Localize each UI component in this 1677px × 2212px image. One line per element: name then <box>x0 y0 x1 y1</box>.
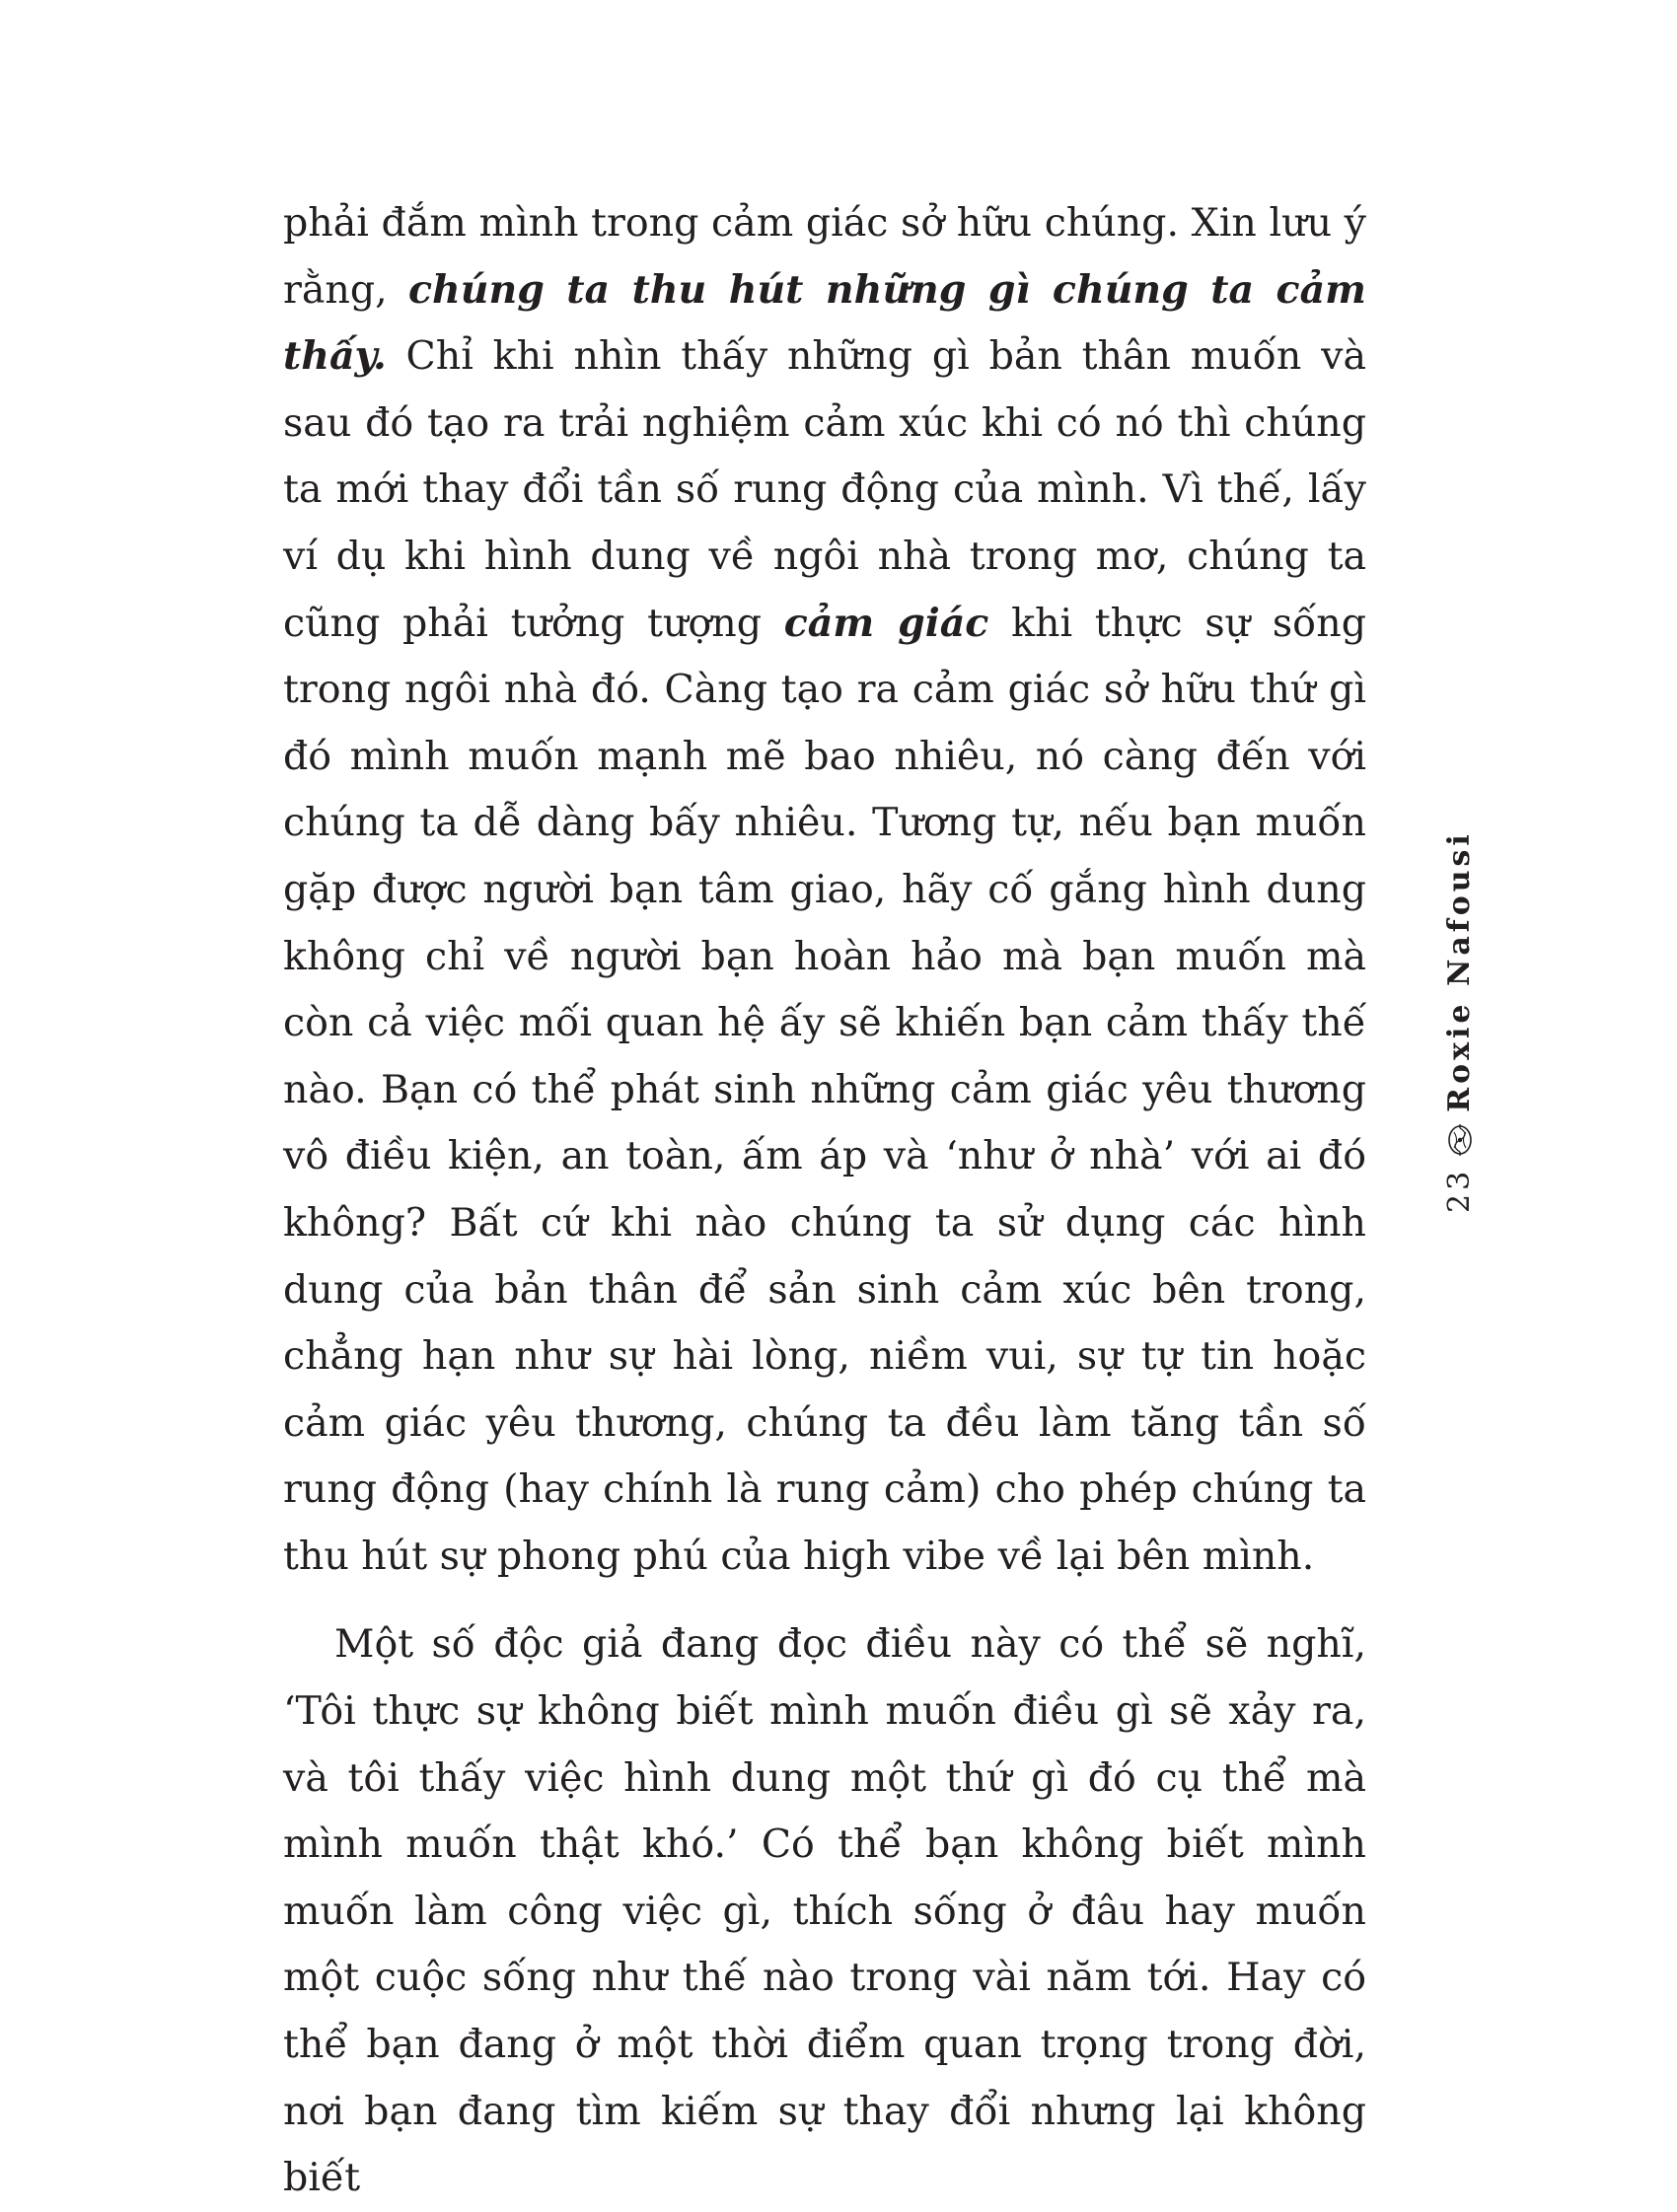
body-text <box>283 190 1366 2212</box>
paragraph-2-segment-1: Một số độc giả đang đọc điều này có thể sẽ nghĩ, ‘Tôi thực sự không biết mình muốn điều gì sẽ xảy ra, và tôi thấy việc hình dung một thứ gì đó cụ thể mà mình muốn thật khó.’ Có thể bạn không biết mình muốn làm công việc gì, thích sống ở đâu hay muốn một cuộc sống như thế nào trong vài năm tới. Hay có thể bạn đang ở một thời điểm quan trọng trong đời, nơi bạn đang tìm kiếm sự thay đổi nhưng lại không biết <box>283 1621 1366 2201</box>
paragraph-1 <box>283 190 1366 1590</box>
author-name: Roxie Nafousi <box>1442 830 1477 1112</box>
emphasis-we-attract-what-we-feel: chúng ta thu hút những gì chúng ta cảm thấy. <box>283 266 1366 380</box>
decorative-shell-icon <box>1445 1122 1475 1158</box>
page-number: 23 <box>1442 1167 1477 1213</box>
paragraph-1-segment-1: phải đắm mình trong cảm giác sở hữu chúng. Xin lưu ý rằng, <box>283 200 1366 313</box>
paragraph-2 <box>283 1611 1366 2211</box>
emphasis-feeling: cảm giác <box>783 600 989 646</box>
running-head-rotated <box>1442 830 1477 1213</box>
paragraph-1-segment-5: khi thực sự sống trong ngôi nhà đó. Càng tạo ra cảm giác sở hữu thứ gì đó mình muốn mạnh mẽ bao nhiêu, nó càng đến với chúng ta dễ dàng bấy nhiêu. Tương tự, nếu bạn muốn gặp được người bạn tâm giao, hãy cố gắng hình dung không chỉ về người bạn hoàn hảo mà bạn muốn mà còn cả việc mối quan hệ ấy sẽ khiến bạn cảm thấy thế nào. Bạn có thể phát sinh những cảm giác yêu thương vô điều kiện, an toàn, ấm áp và ‘như ở nhà’ với ai đó không? Bất cứ khi nào chúng ta sử dụng các hình dung của bản thân để sản sinh cảm xúc bên trong, chẳng hạn như sự hài lòng, niềm vui, sự tự tin hoặc cảm giác yêu thương, chúng ta đều làm tăng tần số rung động (hay chính là rung cảm) cho phép chúng ta thu hút sự phong phú của high vibe về lại bên mình. <box>283 600 1366 1579</box>
paragraph-1-segment-3: Chỉ khi nhìn thấy những gì bản thân muốn và sau đó tạo ra trải nghiệm cảm xúc khi có nó thì chúng ta mới thay đổi tần số rung động của mình. Vì thế, lấy ví dụ khi hình dung về ngôi nhà trong mơ, chúng ta cũng phải tưởng tượng <box>283 333 1366 646</box>
